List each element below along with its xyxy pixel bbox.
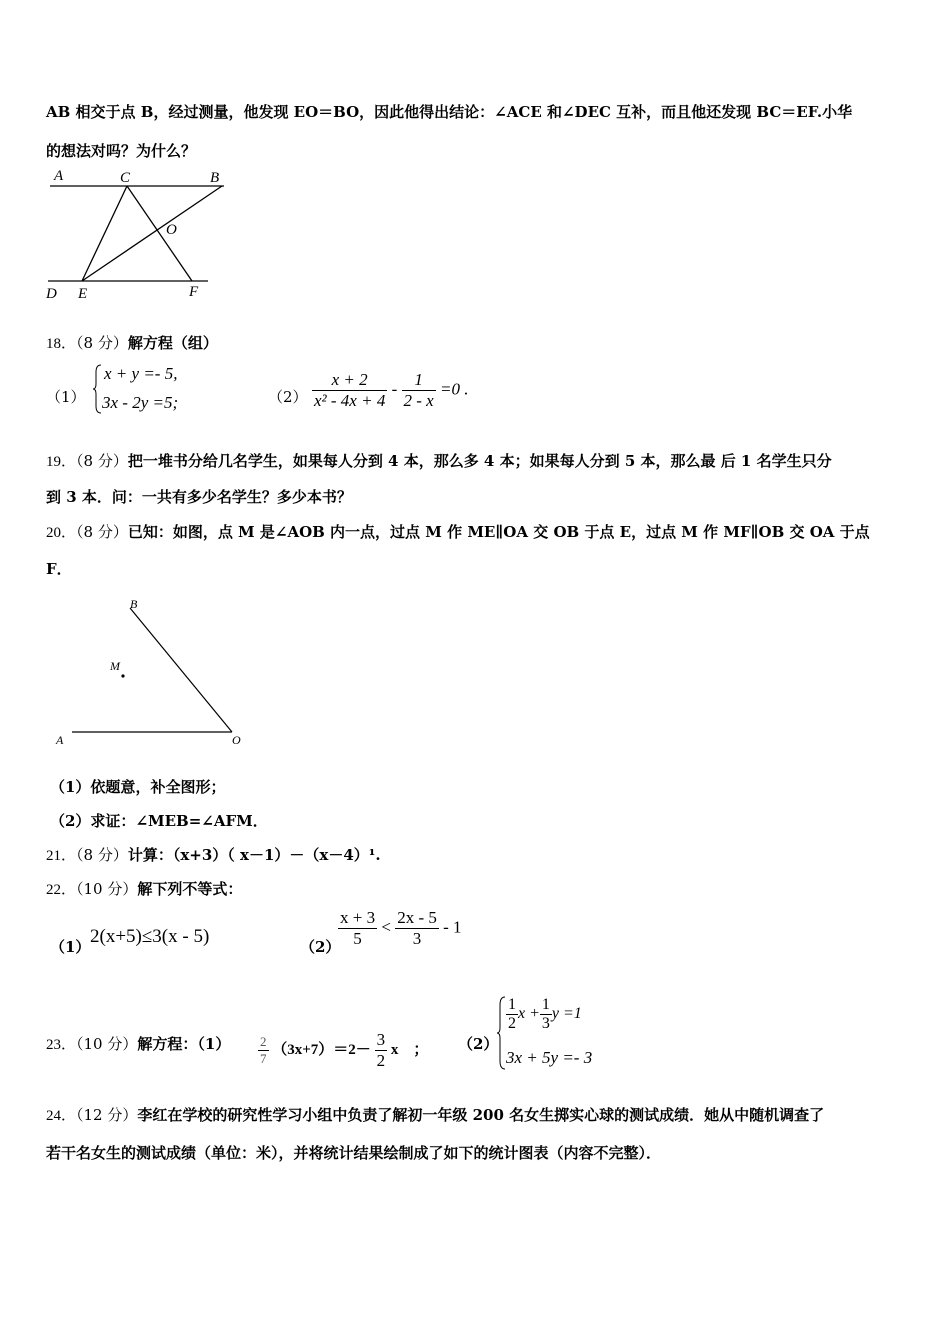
q22-part1-label: （1） (50, 938, 91, 956)
q20-number: 20． (46, 525, 77, 541)
q23-header (46, 1033, 230, 1054)
q23-part2-label: （2） (458, 1035, 499, 1053)
q18-frac1-den: x² - 4x + 4 (314, 391, 386, 410)
q18-number: 18． (46, 336, 77, 352)
q22-part2-expr (338, 908, 462, 949)
q18-title: 解方程（组） (127, 334, 218, 352)
q23-part1-expr (258, 1030, 428, 1071)
q22-tail: - 1 (443, 917, 462, 937)
q23-frac-2-7: $\frac{2}{7}$ (260, 1034, 267, 1066)
q23-eq1-frac-a: $\frac{1}{2}$ (508, 996, 516, 1032)
point-M (121, 674, 124, 677)
q21-number: 21． (46, 848, 77, 864)
q24-text1: 李红在学校的研究性学习小组中负责了解初一年级 200 名女生掷实心球的测试成绩．她从中随机调查了 (137, 1106, 825, 1124)
q18-eq1: x + y =- 5, (104, 364, 178, 383)
label-A: A (54, 168, 64, 184)
q24-score: （12 分） (76, 1106, 138, 1124)
q18-part2-label: （2） (268, 388, 308, 406)
q21-text: 计算：（x+3）（ x－1）－（x－4）¹. (127, 846, 381, 864)
q18-frac2-num: 1 (402, 370, 436, 391)
q19-score: （8 分） (76, 452, 128, 470)
q18-minus: - (391, 379, 398, 399)
q21-line (46, 844, 381, 865)
q22-header (46, 878, 242, 899)
q22-fraction-2: $\frac{2x - 5}{3}$ (397, 908, 437, 948)
q17-text-line2: 的想法对吗？为什么？ (46, 142, 197, 160)
label-O-fig20: O (232, 733, 241, 747)
q23-part1-label: （1） (197, 1035, 231, 1053)
q22-number: 22． (46, 882, 77, 898)
q22-lt: < (381, 917, 391, 937)
q23-frac-3-2: $\frac{3}{2}$ (376, 1030, 386, 1070)
q20-sub1: （1）依题意，补全图形； (50, 778, 226, 796)
q24-line2: 若干名女生的测试成绩（单位：米），并将统计结果绘制成了如下的统计图表（内容不完整）． (46, 1144, 662, 1162)
q24-number: 24． (46, 1108, 77, 1124)
label-D: D (46, 286, 57, 302)
q20-sub2: （2）求证：∠MEB=∠AFM． (50, 812, 268, 830)
q18-part1-label: （1） (46, 388, 86, 406)
label-B-fig20: B (130, 597, 138, 611)
q23-tail: x ； (390, 1041, 429, 1058)
q22-title: 解下列不等式： (137, 880, 243, 898)
label-B: B (210, 170, 220, 186)
q19-text1: 把一堆书分给几名学生，如果每人分到 4 本，那么多 4 本；如果每人分到 5 本，那么最 后 1 名学生只分 (127, 452, 832, 470)
q22-fraction-1: $\frac{x + 3}{5}$ (340, 908, 376, 948)
q23-number: 23． (46, 1037, 77, 1053)
q19-line2: 到 3 本．问：一共有多少名学生？多少本书？ (46, 488, 352, 506)
q18-tail: =0 . (439, 379, 469, 399)
label-C: C (120, 170, 131, 186)
q22-part1-expr: 2(x+5)≤3(x - 5) (90, 926, 210, 947)
q19-number: 19． (46, 454, 77, 470)
q18-frac2-den: 2 - x (403, 391, 434, 410)
q23-eq1-frac-b: $\frac{1}{3}$ (541, 996, 550, 1032)
label-F: F (189, 284, 199, 300)
label-M: M (110, 659, 120, 673)
q24-line1 (46, 1104, 824, 1125)
ray-OB (130, 608, 232, 732)
q20-score: （8 分） (76, 523, 128, 541)
label-O: O (166, 222, 177, 238)
q17-text-line1: AB 相交于点 B，经过测量，他发现 EO＝BO，因此他得出结论：∠ACE 和∠DEC 互补，而且他还发现 BC＝EF.小华 (46, 103, 853, 121)
q23-title: 解方程： (137, 1035, 198, 1053)
q20-text1: 已知：如图，点 M 是∠AOB 内一点，过点 M 作 ME∥OA 交 OB 于点 E，过点 M 作 MF∥OB 交 OA 于点 (127, 523, 870, 541)
q18-eq2: 3x - 2y =5; (102, 393, 179, 412)
q23-eq2: 3x + 5y =- 3 (506, 1048, 593, 1067)
q20-line2: F． (46, 560, 72, 578)
label-E: E (78, 286, 88, 302)
q23-score: （10 分） (76, 1035, 138, 1053)
label-A-fig20: A (56, 733, 64, 747)
q18-frac1-num: x + 2 (312, 370, 387, 391)
q23-eq1: $\frac{1}{2}$ x + $\frac{1}{3}$ y =1 (508, 996, 582, 1032)
q23-mid: （3x+7）＝2－ (272, 1041, 371, 1058)
q22-score: （10 分） (76, 880, 138, 898)
q21-score: （8 分） (76, 846, 128, 864)
q18-score: （8 分） (76, 334, 128, 352)
q22-part2-label: （2） (300, 938, 341, 956)
